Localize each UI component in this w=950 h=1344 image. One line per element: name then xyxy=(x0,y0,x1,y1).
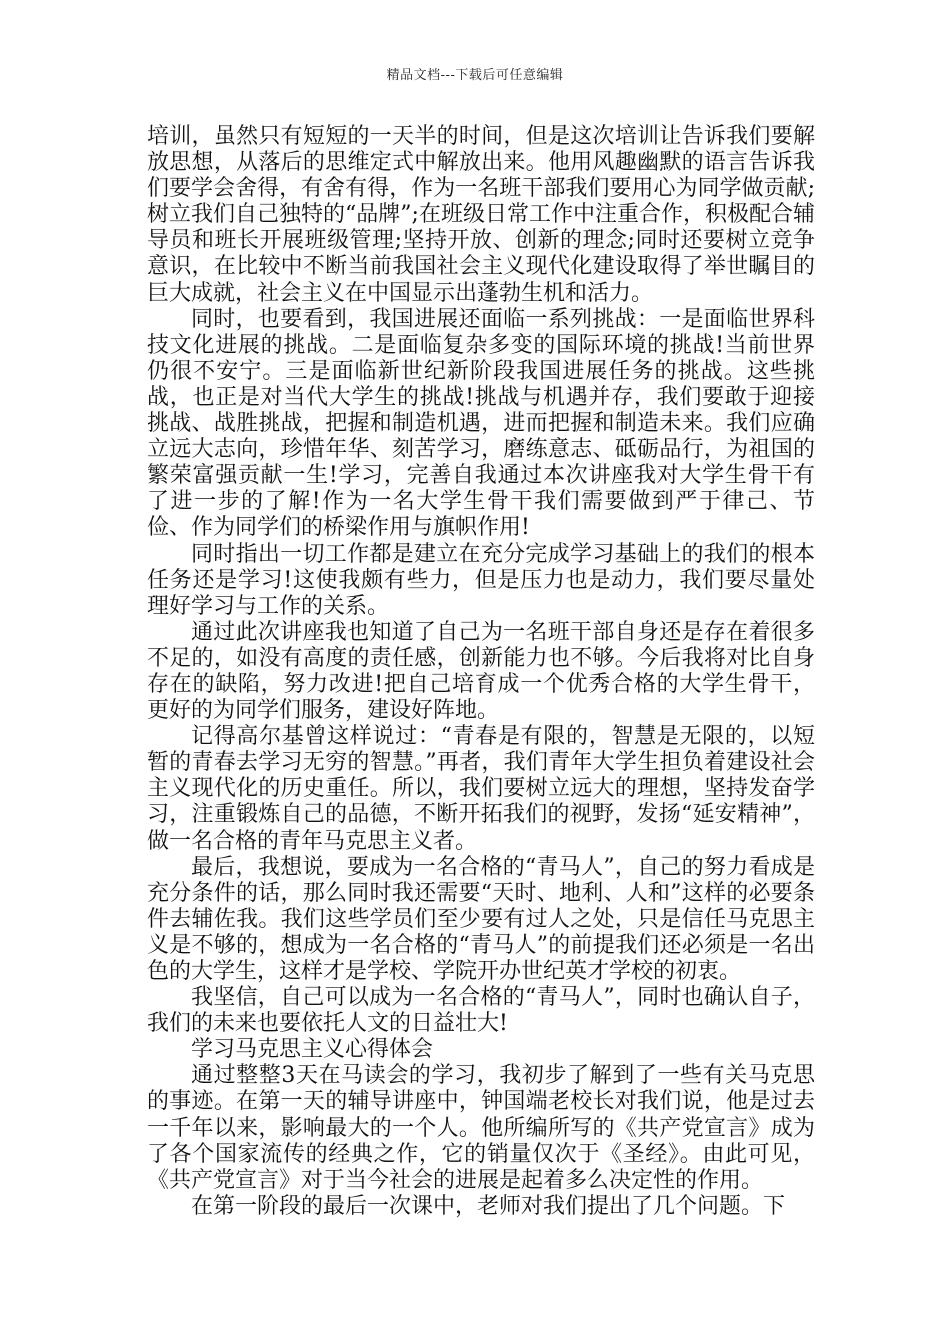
paragraph-3: 同时指出一切工作都是建立在充分完成学习基础上的我们的根本任务还是学习!这使我颇有些力，但是压力也是动力，我们要尽量处理好学习与工作的关系。 xyxy=(147,541,815,619)
paragraph-5: 记得高尔基曾这样说过：“青春是有限的，智慧是无限的，以短暂的青春去学习无穷的智慧。”再者，我们青年大学生担负着建设社会主义现代化的历史重任。所以，我们要树立远大的理想，坚持发奋学习，注重锻炼自己的品德，不断开拓我们的视野，发扬“延安精神”，做一名合格的青年马克思主义者。 xyxy=(147,724,815,854)
paragraph-7: 我坚信，自己可以成为一名合格的“青马人”，同时也确认自子，我们的未来也要依托人文的日益壮大! xyxy=(147,985,815,1037)
page-header: 精品文档---下载后可任意编辑 xyxy=(386,68,564,83)
document-body xyxy=(147,124,815,1220)
paragraph-4: 通过此次讲座我也知道了自己为一名班干部自身还是存在着很多不足的，如没有高度的责任感，创新能力也不够。今后我将对比自身存在的缺陷，努力改进!把自己培育成一个优秀合格的大学生骨干，更好的为同学们服务，建设好阵地。 xyxy=(147,619,815,724)
paragraph-2: 同时，也要看到，我国进展还面临一系列挑战：一是面临世界科技文化进展的挑战。二是面临复杂多变的国际环境的挑战!当前世界仍很不安宁。三是面临新世纪新阶段我国进展任务的挑战。这些挑战，也正是对当代大学生的挑战!挑战与机遇并存，我们要敢于迎接挑战、战胜挑战，把握和制造机遇，进而把握和制造未来。我们应确立远大志向，珍惜年华、刻苦学习，磨练意志、砥砺品行，为祖国的繁荣富强贡献一生!学习，完善自我通过本次讲座我对大学生骨干有了进一步的了解!作为一名大学生骨干我们需要做到严于律己、节俭、作为同学们的桥梁作用与旗帜作用! xyxy=(147,306,815,541)
paragraph-1: 培训，虽然只有短短的一天半的时间，但是这次培训让告诉我们要解放思想，从落后的思维定式中解放出来。他用风趣幽默的语言告诉我们要学会舍得，有舍有得，作为一名班干部我们要用心为同学做贡献;树立我们自己独特的“品牌”;在班级日常工作中注重合作，积极配合辅导员和班长开展班级管理;坚持开放、创新的理念;同时还要树立竞争意识，在比较中不断当前我国社会主义现代化建设取得了举世瞩目的巨大成就，社会主义在中国显示出蓬勃生机和活力。 xyxy=(147,124,815,306)
paragraph-9: 在第一阶段的最后一次课中，老师对我们提出了几个问题。下 xyxy=(191,1193,786,1219)
paragraph-6: 最后，我想说，要成为一名合格的“青马人”，自己的努力看成是充分条件的话，那么同时我还需要“天时、地利、人和”这样的必要条件去辅佐我。我们这些学员们至少要有过人之处，只是信任马克思主义是不够的，想成为一名合格的“青马人”的前提我们还必须是一名出色的大学生，这样才是学校、学院开办世纪英才学校的初衷。 xyxy=(147,854,815,984)
section-heading: 学习马克思主义心得体会 xyxy=(191,1037,434,1063)
paragraph-8: 通过整整3天在马读会的学习，我初步了解到了一些有关马克思的事迹。在第一天的辅导讲座中，钟国端老校长对我们说，他是过去一千年以来，影响最大的一个人。他所编所写的《共产党宣言》成为了各个国家流传的经典之作，它的销量仅次于《圣经》。由此可见，《共产党宣言》对于当今社会的进展是起着多么决定性的作用。 xyxy=(147,1063,815,1193)
